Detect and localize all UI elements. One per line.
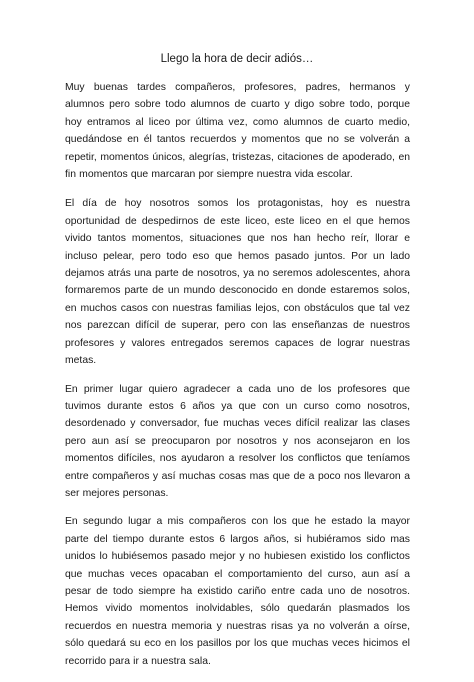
paragraph-greeting: Muy buenas tardes compañeros, profesores, padres, hermanos y alumnos pero sobre todo alumnos de cuarto y digo sobre todo, porque hoy entramos al liceo por última vez, como alumnos de cuarto medio, quedándose en él tantos recuerdos y momentos que no se volverán a repetir, momentos únicos, alegrías, tristezas, citaciones de apoderado, en fin momentos que marcaran por siempre nuestra vida escolar. xyxy=(65,82,410,181)
paragraph-classmates: En segundo lugar a mis compañeros con los que he estado la mayor parte del tiempo durante estos 6 largos años, si hubiéramos sido mas unidos lo hubiésemos pasado mejor y no hubiesen existido los conflictos que muchas veces opacaban el comportamiento del curso, aun así a pesar de todo siempre ha existido cariño entre cada uno de nosotros. Hemos vivido momentos inolvidables, sólo quedarán plasmados los recuerdos en nuestra memoria y nuestras risas ya no volverán a oírse, sólo quedará su eco en los pasillos por los que muchas veces hicimos el recorrido para ir a nuestra sala. xyxy=(65,516,410,667)
document-body xyxy=(65,79,410,682)
document-title: Llego la hora de decir adiós… xyxy=(160,53,314,65)
paragraph-protagonists: El día de hoy nosotros somos los protagonistas, hoy es nuestra oportunidad de despedirnos de este liceo, este liceo en el que hemos vivido tantos momentos, situaciones que nos han hecho reír, llorar e incluso pelear, pero todo eso que hemos pasado juntos. Por un lado dejamos atrás una parte de nosotros, ya no seremos adolescentes, ahora formaremos parte de un mundo desconocido en donde estaremos solos, en muchos casos con nuestras familias lejos, con obstáculos que tal vez nos parezcan difícil de superar, pero con las enseñanzas de nuestros profesores y valores entregados seremos capaces de lograr nuestras metas. xyxy=(65,198,410,367)
paragraph-teachers-thanks: En primer lugar quiero agradecer a cada uno de los profesores que tuvimos durante estos 6 años ya que con un curso como nosotros, desordenado y conversador, fue muchas veces difícil realizar las clases pero aun así se preocuparon por nosotros y nos aconsejaron en los momentos difíciles, nos ayudaron a resolver los conflictos que teníamos entre compañeros y así muchas cosas mas que de a poco nos llevaron a ser mejores personas. xyxy=(65,383,410,499)
